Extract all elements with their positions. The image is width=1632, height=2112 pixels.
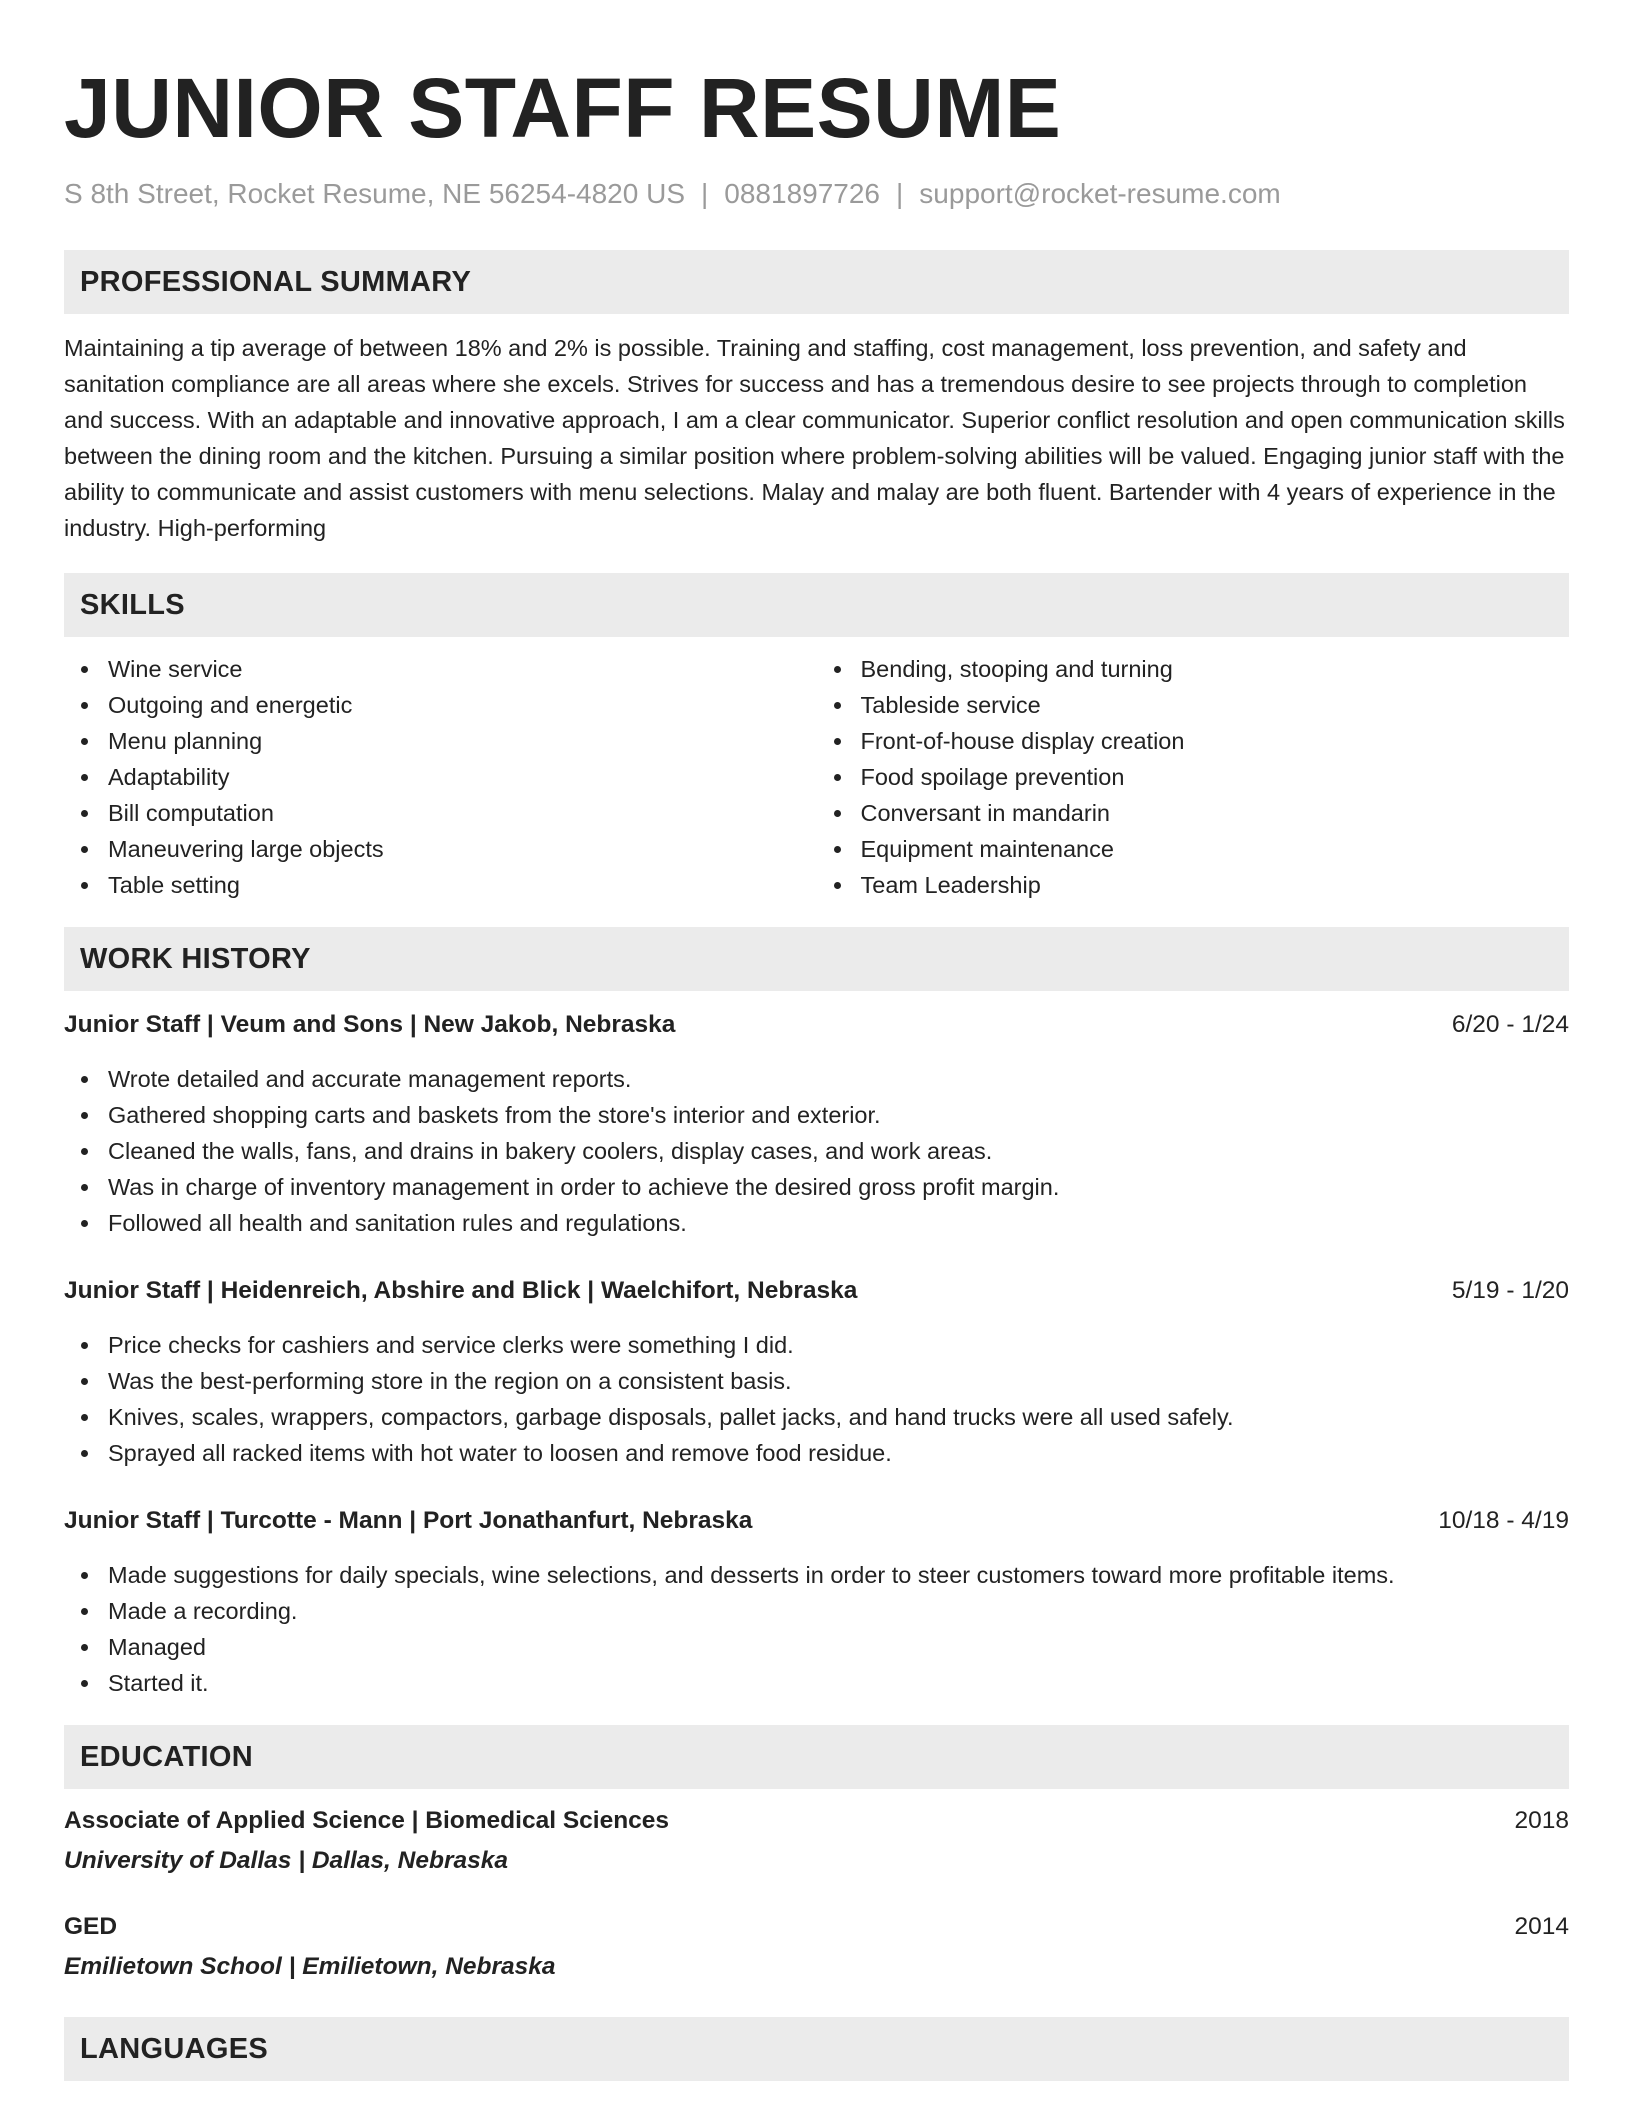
education-degree: Associate of Applied Science | Biomedical Sciences bbox=[64, 1807, 670, 1834]
section-header-education: EDUCATION bbox=[64, 1725, 1569, 1789]
skill-item: Wine service bbox=[64, 651, 817, 687]
section-header-languages: LANGUAGES bbox=[64, 2017, 1569, 2081]
summary-text: Maintaining a tip average of between 18% and 2% is possible. Training and staffing, cost management, loss prevention, and safety and sanitation compliance are all areas where she excels. Strives for success and has a tremendous desire to see projects through to completion and success. With an adaptable and innovative approach, I am a clear communicator. Superior conflict resolution and open communication skills between the dining room and the kitchen. Pursuing a similar position where problem-solving abilities will be valued. Engaging junior staff with the ability to communicate and assist customers with menu selections. Malay and malay are both fluent. Bartender with 4 years of experience in the industry. High-performing bbox=[64, 335, 1565, 541]
section-header-skills: SKILLS bbox=[64, 573, 1569, 637]
job-duty: Made suggestions for daily specials, wine selections, and desserts in order to steer customers toward more profitable items. bbox=[64, 1557, 1569, 1593]
job-duty: Was in charge of inventory management in order to achieve the desired gross profit margin. bbox=[64, 1169, 1569, 1205]
job-duty: Knives, scales, wrappers, compactors, garbage disposals, pallet jacks, and hand trucks were all used safely. bbox=[64, 1399, 1569, 1435]
job-duty: Managed bbox=[64, 1629, 1569, 1665]
job-entry bbox=[64, 1273, 1569, 1471]
skill-item: Outgoing and energetic bbox=[64, 687, 817, 723]
skill-item: Conversant in mandarin bbox=[817, 795, 1570, 831]
education-entry bbox=[64, 1909, 1569, 1985]
contact-separator: | bbox=[701, 178, 709, 209]
job-duties bbox=[64, 1557, 1569, 1701]
skill-item: Table setting bbox=[64, 867, 817, 903]
job-entry bbox=[64, 1503, 1569, 1701]
job-dates: 5/19 - 1/20 bbox=[1451, 1277, 1569, 1304]
job-dates: 10/18 - 4/19 bbox=[1438, 1507, 1569, 1534]
skill-item: Menu planning bbox=[64, 723, 817, 759]
job-duty: Gathered shopping carts and baskets from the store's interior and exterior. bbox=[64, 1097, 1569, 1133]
skill-item: Team Leadership bbox=[817, 867, 1570, 903]
job-title: Junior Staff | Veum and Sons | New Jakob, Nebraska bbox=[64, 1011, 676, 1038]
skill-item: Bill computation bbox=[64, 795, 817, 831]
job-duty: Wrote detailed and accurate management reports. bbox=[64, 1061, 1569, 1097]
job-duty: Followed all health and sanitation rules and regulations. bbox=[64, 1205, 1569, 1241]
job-entry bbox=[64, 1007, 1569, 1241]
contact-email[interactable]: support@rocket-resume.com bbox=[919, 178, 1281, 209]
skills-column-left bbox=[64, 651, 817, 903]
skill-item: Bending, stooping and turning bbox=[817, 651, 1570, 687]
job-dates: 6/20 - 1/24 bbox=[1451, 1011, 1569, 1038]
education-heading-row bbox=[64, 1909, 1569, 1945]
job-heading-row bbox=[64, 1007, 1569, 1043]
education-school: Emilietown School | Emilietown, Nebraska bbox=[64, 1953, 556, 1980]
job-duty: Price checks for cashiers and service clerks were something I did. bbox=[64, 1327, 1569, 1363]
job-duty: Started it. bbox=[64, 1665, 1569, 1701]
skill-item: Equipment maintenance bbox=[817, 831, 1570, 867]
skills-list bbox=[64, 651, 1569, 903]
contact-line bbox=[64, 176, 1569, 212]
education-school: University of Dallas | Dallas, Nebraska bbox=[64, 1847, 508, 1874]
skill-item: Adaptability bbox=[64, 759, 817, 795]
education-heading-row bbox=[64, 1803, 1569, 1839]
resume-title: JUNIOR STAFF RESUME bbox=[64, 61, 1062, 155]
skill-item: Maneuvering large objects bbox=[64, 831, 817, 867]
job-title: Junior Staff | Turcotte - Mann | Port Jonathanfurt, Nebraska bbox=[64, 1507, 753, 1534]
contact-address: S 8th Street, Rocket Resume, NE 56254-4820 US bbox=[64, 178, 685, 209]
job-duty: Made a recording. bbox=[64, 1593, 1569, 1629]
job-duties bbox=[64, 1061, 1569, 1241]
contact-separator: | bbox=[896, 178, 904, 209]
section-header-summary: PROFESSIONAL SUMMARY bbox=[64, 250, 1569, 314]
job-duty: Was the best-performing store in the region on a consistent basis. bbox=[64, 1363, 1569, 1399]
job-heading-row bbox=[64, 1503, 1569, 1539]
contact-phone: 0881897726 bbox=[724, 178, 881, 209]
job-title: Junior Staff | Heidenreich, Abshire and Blick | Waelchifort, Nebraska bbox=[64, 1277, 858, 1304]
job-duty: Cleaned the walls, fans, and drains in bakery coolers, display cases, and work areas. bbox=[64, 1133, 1569, 1169]
job-duty: Sprayed all racked items with hot water to loosen and remove food residue. bbox=[64, 1435, 1569, 1471]
skills-column-right bbox=[817, 651, 1570, 903]
skill-item: Front-of-house display creation bbox=[817, 723, 1570, 759]
job-duties bbox=[64, 1327, 1569, 1471]
education-year: 2014 bbox=[1514, 1913, 1569, 1940]
education-year: 2018 bbox=[1514, 1807, 1569, 1834]
job-heading-row bbox=[64, 1273, 1569, 1309]
education-entry bbox=[64, 1803, 1569, 1879]
skill-item: Tableside service bbox=[817, 687, 1570, 723]
skill-item: Food spoilage prevention bbox=[817, 759, 1570, 795]
education-degree: GED bbox=[64, 1913, 118, 1940]
section-header-work: WORK HISTORY bbox=[64, 927, 1569, 991]
